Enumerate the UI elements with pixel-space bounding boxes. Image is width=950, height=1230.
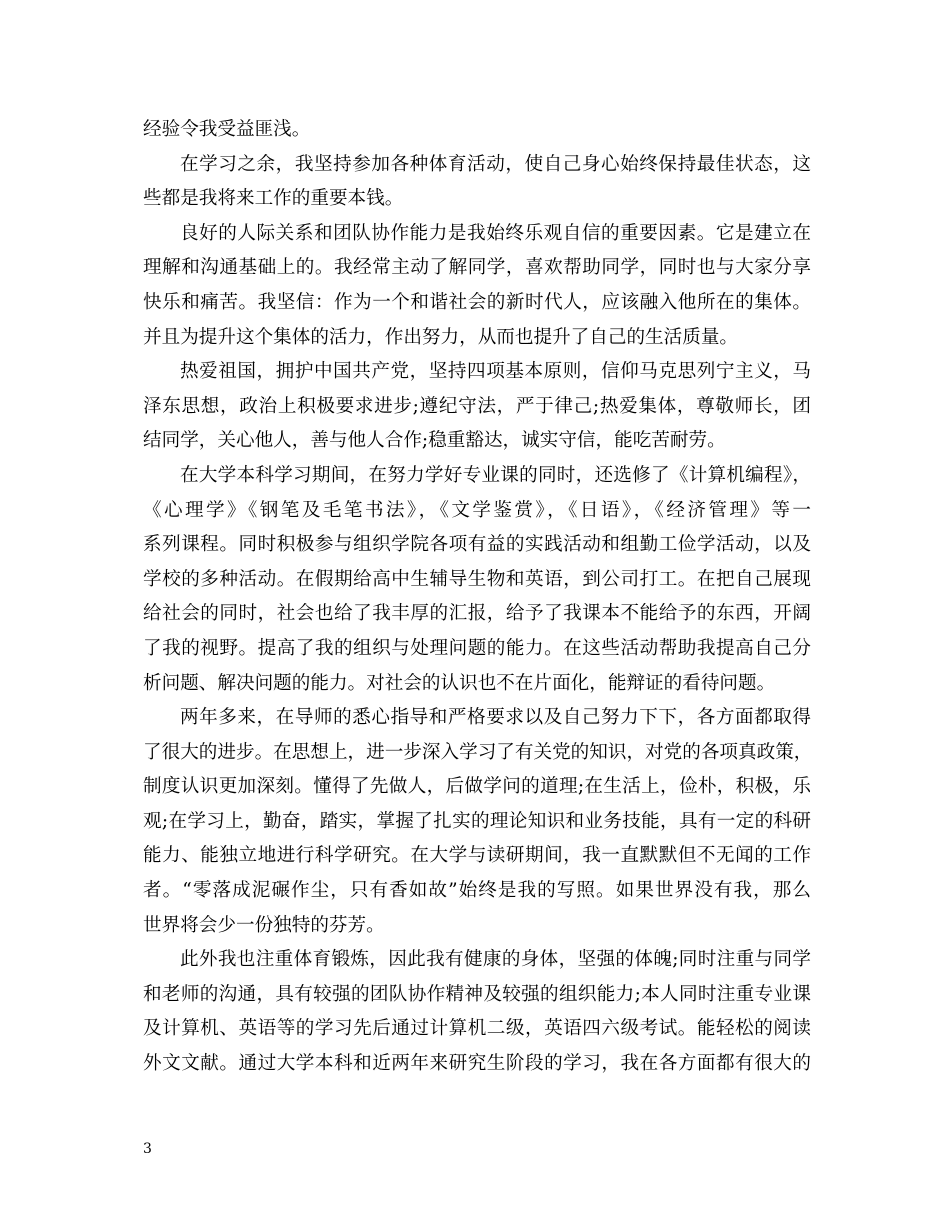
text-line: 结同学，关心他人，善与他人合作;稳重豁达，诚实守信，能吃苦耐劳。 [143, 430, 726, 452]
page-number: 3 [143, 1141, 152, 1157]
paragraph [143, 701, 811, 943]
text-line: 泽东思想，政治上积极要求进步;遵纪守法，严于律己;热爱集体，尊敬师长，团 [143, 395, 811, 417]
text-line: 并且为提升这个集体的活力，作出努力，从而也提升了自己的生活质量。 [143, 326, 739, 348]
text-line: 两年多来，在导师的悉心指导和严格要求以及自己努力下下，各方面都取得 [180, 707, 811, 729]
text-line: 《心理学》《钢笔及毛笔书法》，《文学鉴赏》，《日语》，《经济管理》等一 [143, 499, 811, 521]
text-line: 学校的多种活动。在假期给高中生辅导生物和英语，到公司打工。在把自己展现 [143, 568, 811, 590]
text-line: 快乐和痛苦。我坚信：作为一个和谐社会的新时代人，应该融入他所在的集体。 [143, 291, 811, 313]
paragraph [143, 459, 811, 701]
paragraph [143, 148, 811, 217]
text-line: 了我的视野。提高了我的组织与处理问题的能力。在这些活动帮助我提高自己分 [143, 637, 811, 659]
text-line: 良好的人际关系和团队协作能力是我始终乐观自信的重要因素。它是建立在 [180, 222, 811, 244]
text-line: 理解和沟通基础上的。我经常主动了解同学，喜欢帮助同学，同时也与大家分享 [143, 257, 811, 279]
text-line: 能力、能独立地进行科学研究。在大学与读研期间，我一直默默但不无闻的工作 [143, 845, 811, 867]
text-line: 及计算机、英语等的学习先后通过计算机二级，英语四六级考试。能轻松的阅读 [143, 1018, 811, 1040]
text-line: 了很大的进步。在思想上，进一步深入学习了有关党的知识，对党的各项真政策， [143, 741, 813, 763]
text-line: 在学习之余，我坚持参加各种体育活动，使自己身心始终保持最佳状态，这 [180, 153, 811, 175]
text-line: 制度认识更加深刻。懂得了先做人，后做学问的道理;在生活上，俭朴，积极，乐 [143, 776, 811, 798]
text-line: 系列课程。同时积极参与组织学院各项有益的实践活动和组勤工俭学活动，以及 [143, 534, 811, 556]
paragraph [143, 943, 811, 1081]
text-line: 些都是我将来工作的重要本钱。 [143, 188, 404, 210]
text-line: 热爱祖国，拥护中国共产党，坚持四项基本原则，信仰马克思列宁主义，马 [180, 361, 811, 383]
text-line: 世界将会少一份独特的芬芳。 [143, 914, 385, 936]
paragraph [143, 113, 811, 148]
text-line: 析问题、解决问题的能力。对社会的认识也不在片面化，能辩证的看待问题。 [143, 672, 776, 694]
text-line: 此外我也注重体育锻炼，因此我有健康的身体，坚强的体魄;同时注重与同学 [180, 949, 811, 971]
text-line: 和老师的沟通，具有较强的团队协作精神及较强的组织能力;本人同时注重专业课 [143, 983, 811, 1005]
paragraph [143, 355, 811, 459]
text-line: 者。“零落成泥碾作尘，只有香如故”始终是我的写照。如果世界没有我，那么 [143, 880, 811, 902]
text-line: 给社会的同时，社会也给了我丰厚的汇报，给予了我课本不能给予的东西，开阔 [143, 603, 811, 625]
text-line: 经验令我受益匪浅。 [143, 119, 311, 140]
document-body [143, 113, 811, 1082]
text-line: 外文文献。通过大学本科和近两年来研究生阶段的学习，我在各方面都有很大的 [143, 1053, 811, 1075]
text-line: 观;在学习上，勤奋，踏实，掌握了扎实的理论知识和业务技能，具有一定的科研 [143, 810, 811, 832]
text-line: 在大学本科学习期间，在努力学好专业课的同时，还选修了《计算机编程》， [180, 464, 811, 486]
paragraph [143, 217, 811, 355]
